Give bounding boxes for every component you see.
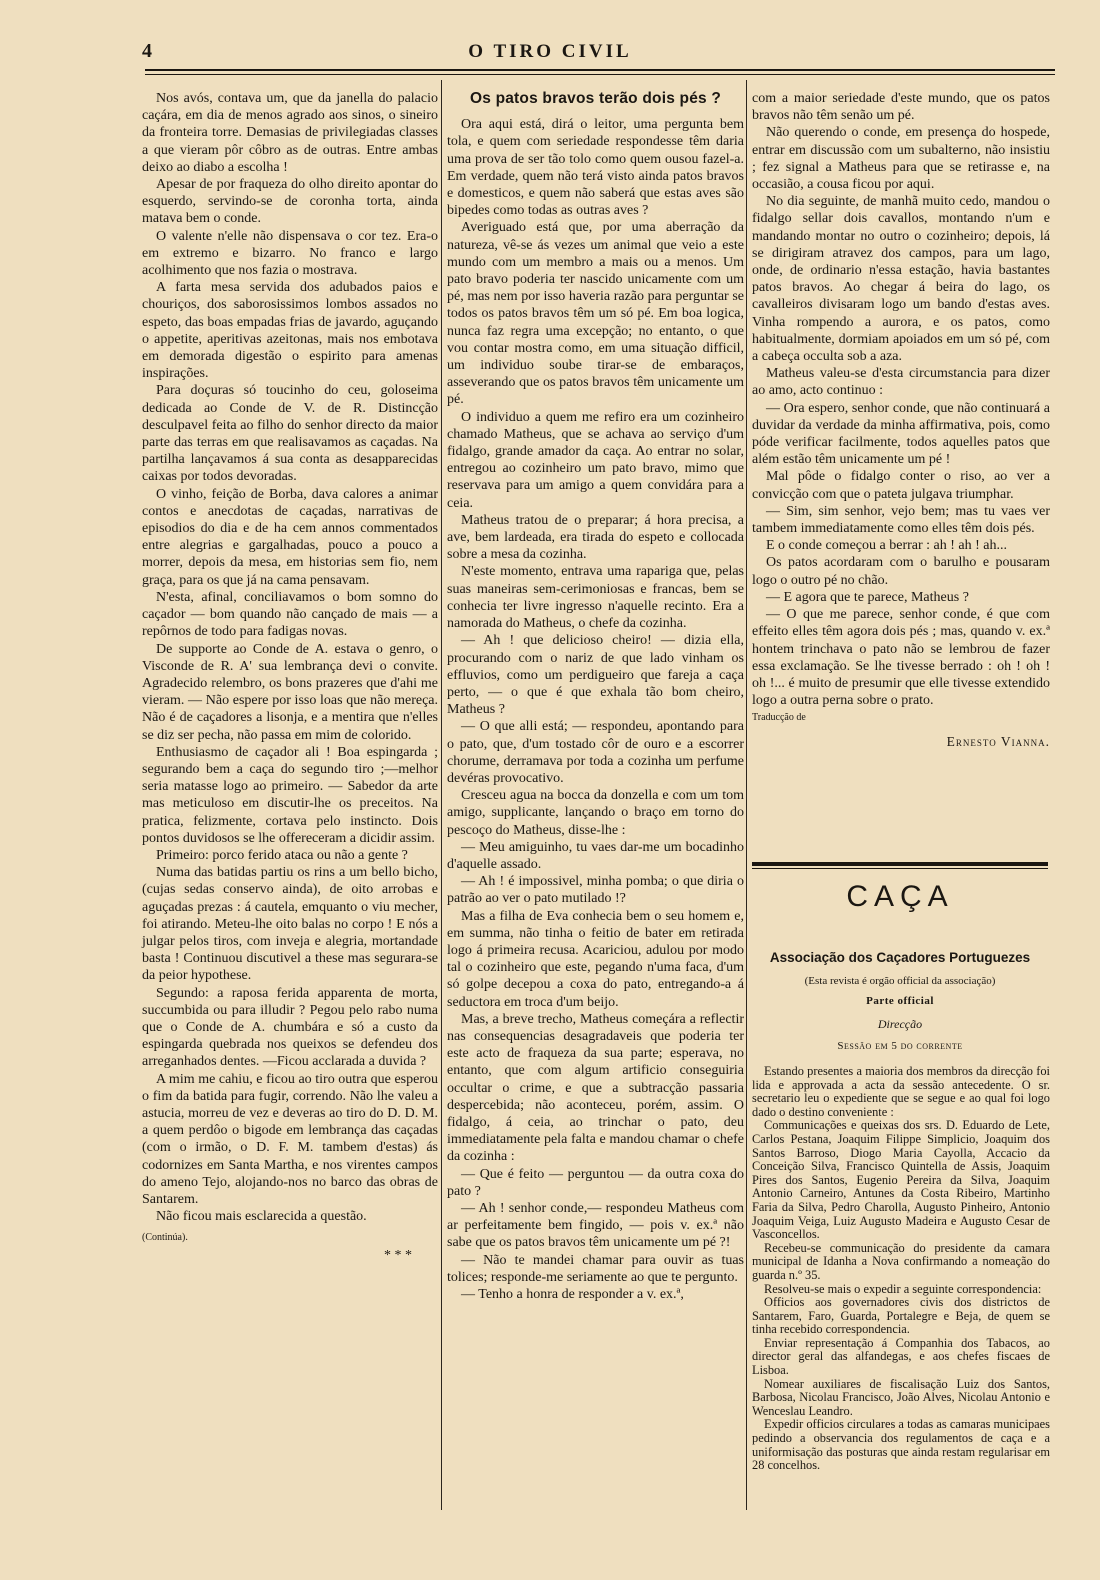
paragraph: De supporte ao Conde de A. estava o genro, o Visconde de R. A' sua lembrança devi o convite. Agradecido relembro, os bons prazeres que d'ahi me vieram. — Não espere por isso loas que não mereça. Não é de caçadores a lisonja, e a mentira que n'elles se diz ser pecha, não passa em mim de colorido.: [142, 641, 438, 743]
paragraph: Estando presentes a maioria dos membros da direcção foi lida e approvada a acta da sessão antecedente. O sr. secretario leu o expediente que se segue e ao qual foi logo dado o destino conveniente :: [752, 1064, 1050, 1119]
paragraph: — Que é feito — perguntou — da outra coxa do pato ?: [447, 1166, 744, 1199]
page-number: 4: [142, 40, 152, 62]
paragraph: Ora aqui está, dirá o leitor, uma pergunta bem tola, e quem com seriedade respondesse têm daria uma prova de ser tão tolo como quem ousou fazel-a. Em verdade, quem não terá visto ainda patos bravos e domesticos, e quem não saberá que estas aves são bipedes como todas as outras aves ?: [447, 117, 744, 219]
paragraph: Nomear auxiliares de fiscalisação Luiz dos Santos, Barbosa, Nicolau Francisco, João Alves, Nicolau Antonio e Wenceslau Leandro.: [752, 1376, 1050, 1418]
translation-credit: Traducção de: [752, 712, 806, 724]
paragraph: Resolveu-se mais o expedir a seguinte correspondencia:: [764, 1281, 1042, 1296]
paragraph: O valente n'elle não dispensava o cor tez. Era-o em extremo e bizarro. No franco e largo acolhimento que nos fazia o mostrava.: [142, 228, 438, 279]
author-signature: Ernesto Vianna.: [946, 733, 1050, 749]
paragraph: Expedir officios circulares a todas as camaras municipaes pedindo a observancia dos regulamentos de caça e a uniformisação das posturas que ainda restam regularisar em 28 concelhos.: [752, 1417, 1050, 1473]
paragraph: — Ah ! é impossivel, minha pomba; o que diria o patrão ao ver o pato mutilado !?: [447, 874, 744, 907]
paragraph: N'esta, afinal, conciliavamos o bom somno do caçador — bom quando não cançado de mais — a repôrnos de todo para fadigas novas.: [142, 589, 438, 640]
paragraph: Não querendo o conde, em presença do hospede, entrar em discussão com um subalterno, não insistiu ; fez signal a Matheus para que se retirasse e, na occasião, a cousa ficou por aqui.: [752, 125, 1050, 193]
paragraph: Segundo: a raposa ferida apparenta de morta, succumbida ou para illudir ? Pegou pelo rabo numa que o Conde de A. chumbára e só a custo da espingarda quebrada nos queixos se defendeu dos arreganhados dentes. —Ficou acclarada a duvida ?: [142, 985, 438, 1070]
paragraph: Averiguado está que, por uma aberração da natureza, vê-se ás vezes um animal que veio a este mundo com um membro a mais ou a menos. Um pato bravo poderia ter nascido unicamente com um pé, mas nem por isso haveria razão para perguntar se todos os patos bravos têm um só pé. Em boa logica, nunca faz regra uma excepção; no entanto, o que vou contar mostra como, em uma situação difficil, um individuo soube tirar-se de embaraços, asseverando que os patos bravos têm unicamente um pé.: [447, 220, 744, 408]
section-rule-thin: [752, 868, 1048, 869]
paragraph: Não ficou mais esclarecida a questão.: [156, 1209, 367, 1225]
section-stars: * * *: [384, 1247, 412, 1263]
header-rule: [145, 69, 1055, 71]
column-divider: [746, 80, 747, 1510]
paragraph: N'este momento, entrava uma rapariga que, pelas suas maneiras sem-cerimoniosas e francas, bem se conhecia ter livre ingresso n'aquelle recinto. Era a namorada do Matheus, o chefe da cozinha.: [447, 564, 744, 632]
organ-note: (Esta revista é orgão official da associação): [804, 975, 996, 987]
paragraph: — E agora que te parece, Matheus ?: [766, 589, 969, 605]
paragraph: E o conde começou a berrar : ah ! ah ! ah...: [766, 538, 1007, 554]
paragraph: No dia seguinte, de manhã muito cedo, mandou o fidalgo sellar dois cavallos, montando n'um e mandando montar no outro o cozinheiro; depois, lá se dirigiram atravez dos campos, para um lago, onde, de ordinario n'essa estação, havia bastantes patos bravos. Ao chegar á beira do lago, os cavalleiros divisaram logo um bando d'estas aves. Vinha rompendo a aurora, e os patos, como habitualmente, dormiam apoiados em um só pé, com a cabeça occulta sob a aza.: [752, 194, 1050, 365]
paragraph: Recebeu-se communicação do presidente da camara municipal de Idanha a Nova confirmando a nomeação do guarda n.º 35.: [752, 1240, 1050, 1282]
paragraph: Matheus valeu-se d'esta circumstancia para dizer ao amo, acto continuo :: [752, 366, 1050, 399]
paragraph: Mas, a breve trecho, Matheus começára a reflectir nas consequencias desagradaveis que poderia ter este acto de fraqueza da sua parte; esperava, no entanto, que com algum artificio conseguiria occultar o crime, e que a subtracção passaria despercebida; não aconteceu, porém, assim. O fidalgo, á ceia, ao trinchar o pato, deu immediatamente pela falta e mandou chamar o chefe da cozinha :: [447, 1011, 744, 1165]
paragraph: Mas a filha de Eva conhecia bem o seu homem e, em summa, não tinha o feitio de bater em retirada logo á primeira recusa. Acariciou, adulou por modo tal o cozinheiro que este, pegando n'uma faca, d'um só golpe decepou a coxa do pato, entregando-a á seductora em troca d'um beijo.: [447, 908, 744, 1010]
paragraph: — Tenho a honra de responder a v. ex.ª,: [461, 1287, 684, 1303]
paragraph: Enviar representação á Companhia dos Tabacos, ao director geral das alfandegas, e aos chefes fiscaes de Lisboa.: [752, 1335, 1050, 1378]
paragraph: Matheus tratou de o preparar; á hora precisa, a ave, bem lardeada, era tirada do espeto e collocada sobre a mesa da cozinha.: [447, 512, 744, 563]
column-2-article: [447, 90, 744, 1303]
paragraph: com a maior seriedade d'este mundo, que os patos bravos não têm senão um pé.: [752, 91, 1050, 124]
column-divider: [441, 80, 442, 1510]
direccao-label: Direcção: [877, 1017, 923, 1031]
paragraph: Enthusiasmo de caçador ali ! Boa espingarda ; segurando bem a caça do segundo tiro ;—melhor seria matasse logo ao primeiro. — Sabedor da arte mas meticuloso em discutir-lhe os preceitos. Na pratica, felizmente, cortava pelo instincto. Dois pontos duvidosos se lhe offereceram a dicidir assim.: [142, 744, 438, 846]
session-label: Sessão em 5 do corrente: [837, 1040, 963, 1052]
paragraph: Numa das batidas partiu os rins a um bello bicho, (cujas sedas conservo ainda), de oito arrobas e aguçadas prezas : á cautela, emquanto o viu mecher, foi atirando. Meteu-lhe oito balas no corpo ! E nós a julgar pelos tiros, com inveja e alegria, mortandade basta ! Continuou discutivel a these mas segurara-se da peior hypothese.: [142, 865, 438, 984]
paragraph: Para doçuras só toucinho do ceu, goloseima dedicada ao Conde de V. de R. Distincção desculpavel feita ao filho do senhor directo da maior parte das terras em que realisavamos as caçadas. Na partilha lançavamos á sua conta as desapparecidas caixas por todos devoradas.: [142, 383, 438, 485]
paragraph: A mim me cahiu, e ficou ao tiro outra que esperou o fim da batida para fugir, correndo. Não lhe valeu a astucia, morreu de vez e deveras ao tiro do D. D. M. a quem perdôo o bigode em lembrança das caçadas (com o irmão, o D. F. M. tambem d'estas) ás codornizes em Santa Martha, e nos virentes campos do ameno Tejo, alojando-nos no barco das obras de Santarem.: [142, 1071, 438, 1207]
paragraph: Officios aos governadores civis dos districtos de Santarem, Faro, Guarda, Portalegre e Beja, de quem se tinha recebido correspondencia.: [752, 1295, 1050, 1337]
official-part-label: Parte official: [866, 995, 934, 1007]
paragraph: — Meu amiguinho, tu vaes dar-me um bocadinho d'aquelle assado.: [447, 839, 744, 872]
column-1-article-continued: [142, 90, 438, 1264]
paragraph: Os patos acordaram com o barulho e pousaram logo o outro pé no chão.: [752, 555, 1050, 588]
article-title: Os patos bravos terão dois pés ?: [469, 90, 722, 107]
paragraph: Mal pôde o fidalgo conter o riso, ao ver a convicção com que o pateta julgava triumphar.: [752, 469, 1050, 502]
paragraph: — O que alli está; — respondeu, apontando para o pato, que, d'um tostado côr de ouro e a escorrer chorume, derramava por toda a cozinha um perfume devéras provocativo.: [447, 719, 744, 786]
paragraph: — O que me parece, senhor conde, é que com effeito elles têm agora dois pés ; mas, quando v. ex.ª hontem trinchava o pato não se lembrou de fazer essa exclamação. Se lhe tivesse berrado : oh ! oh ! oh !... é muito de presumir que elle tivesse extendido logo a outra perna sobre o prato.: [752, 607, 1050, 709]
paragraph: O individuo a quem me refiro era um cozinheiro chamado Matheus, que se achava ao serviço d'um fidalgo, grande amador da caça. Ao entrar no solar, entregou ao cozinheiro um pato bravo, mimo que reservava para um amigo a quem convidára para a ceia.: [447, 409, 744, 511]
paragraph: Communicações e queixas dos srs. D. Eduardo de Lete, Carlos Pestana, Joaquim Filippe Simplicio, Joaquim dos Santos Barroso, Diogo Maria Cayolla, Accacio da Conceição Silva, Francisco Quintella de Assis, Joaquim Pires dos Santos, Eugenio Pereira da Silva, Joaquim Antonio Carneiro, Antunes da Costa Ribeiro, Martinho Faria da Silva, Pedro Charolla, Augusto Pinheiro, Antonio Joaquim Veiga, Luiz Augusto Madeira e Augusto Cesar de Vasconcellos.: [752, 1118, 1050, 1242]
paragraph: Primeiro: porco ferido ataca ou não a gente ?: [156, 847, 408, 863]
association-minutes: [752, 1065, 1050, 1473]
paragraph: — Ah ! senhor conde,— respondeu Matheus com ar perfeitamente bem fingido, — pois v. ex.ª não sabe que os patos bravos têm unicamente um pé ?!: [447, 1201, 744, 1251]
paragraph: — Ora espero, senhor conde, que não continuará a duvidar da verdade da minha affirmativa, pois, como póde verificar facilmente, todos aquelles patos que além estão têm unicamente um pé !: [752, 400, 1050, 468]
continua-note: (Continúa).: [142, 1232, 188, 1244]
paragraph: — Sim, sim senhor, vejo bem; mas tu vaes ver tambem immediatamente como elles têm dois pés.: [752, 503, 1050, 537]
header-rule-thin: [145, 74, 1055, 75]
paragraph: Nos avós, contava um, que da janella do palacio caçára, em dia de menos agrado aos sinos, o sineiro da fronteira torre. Demasias de privilegiadas classes a que vieram pôr côbro as de outras. Entre ambas deixo ao diabo a escolha !: [142, 91, 438, 175]
section-heading: CAÇA: [846, 880, 954, 913]
association-title: Associação dos Caçadores Portuguezes: [769, 950, 1031, 965]
paragraph: — Ah ! que delicioso cheiro! — dizia ella, procurando com o nariz de que lado vinham os effluvios, como um perdigueiro que fareja a caça perto, — o que é que exhala tão bom cheiro, Matheus ?: [447, 633, 744, 718]
paragraph: A farta mesa servida dos adubados paios e chouriços, dos saborosissimos lombos assados no espeto, das boas empadas frias de javardo, aguçando o appetite, aperitivas azeitonas, mais nos embotava em demorada digestão o espirito para amenas inspirações.: [142, 280, 438, 382]
paragraph: O vinho, feição de Borba, dava calores a animar contos e anecdotas de caçadas, narrativas de episodios do dia e de ha cem annos commentados entre alegrias e gargalhadas, pouco a pouco a morrer, depois da mesa, em historias sem fio, nem graça, para os que já na cama pensavam.: [142, 486, 438, 588]
newspaper-title: O TIRO CIVIL: [468, 41, 632, 62]
column-3-article-end: [752, 90, 1050, 750]
paragraph: Apesar de por fraqueza do olho direito apontar do esquerdo, servindo-se de coronha torta, ainda matava bem o conde.: [142, 177, 438, 227]
section-rule: [752, 862, 1048, 866]
paragraph: — Não te mandei chamar para ouvir as tuas tolices; responde-me seriamente ao que te pergunto.: [447, 1252, 744, 1285]
paragraph: Cresceu agua na bocca da donzella e com um tom amigo, supplicante, lançando o braço em torno do pescoço do Matheus, disse-lhe :: [447, 788, 744, 838]
